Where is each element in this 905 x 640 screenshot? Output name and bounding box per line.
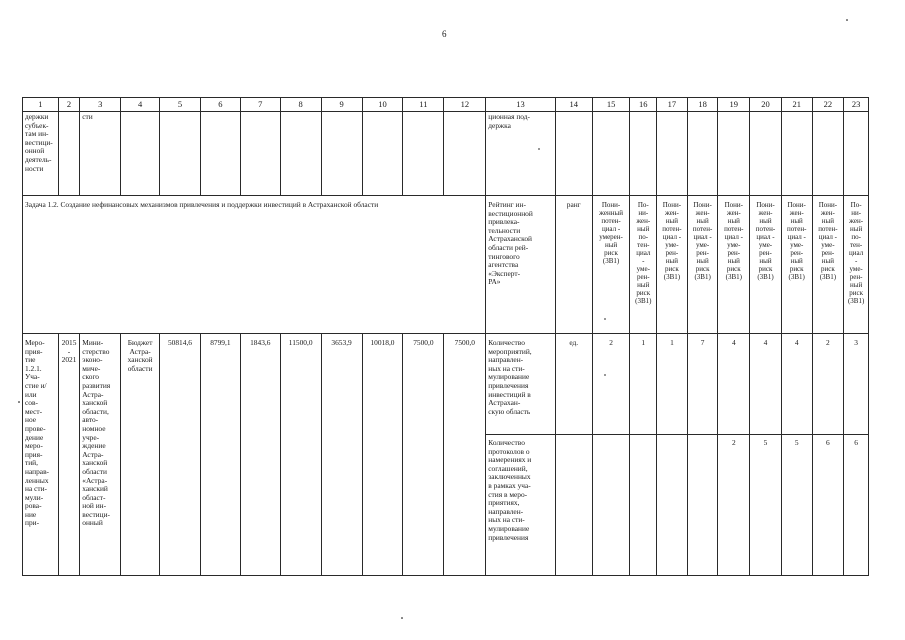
scan-speck: [538, 148, 540, 150]
cell-unit: ранг: [555, 196, 592, 334]
column-number: 3: [80, 98, 121, 112]
column-number: 23: [844, 98, 869, 112]
column-number: 14: [555, 98, 592, 112]
task-title: Задача 1.2. Создание нефинансовых механизмов привлечения и поддержки инвестиций в Астраханской области: [23, 196, 486, 334]
cell-empty: [403, 112, 444, 196]
cell-value: 4: [750, 334, 782, 435]
cell-empty: [812, 112, 844, 196]
column-number: 22: [812, 98, 844, 112]
cell-amount: 50814,6: [160, 334, 201, 576]
page-number: 6: [442, 29, 447, 39]
cell-risk-rating: Пони- жен- ный потен- циал - уме- рен- ный риск (3В1): [718, 196, 750, 334]
column-number: 10: [362, 98, 403, 112]
cell-value: 1: [657, 334, 688, 435]
cell-value: 4: [718, 334, 750, 435]
cell-empty: [781, 112, 812, 196]
cell-empty: [321, 112, 362, 196]
cell-empty: [687, 112, 718, 196]
cell-value: 5: [781, 435, 812, 576]
continuation-row: [23, 112, 869, 196]
column-number: 6: [200, 98, 240, 112]
cell-empty: [121, 112, 160, 196]
header-row: [23, 98, 869, 112]
cell-value: 2: [718, 435, 750, 576]
cell-empty: [200, 112, 240, 196]
cell-empty: [718, 112, 750, 196]
scan-speck: [401, 617, 403, 619]
cell-amount: 7500,0: [444, 334, 486, 576]
cell-empty: [750, 112, 782, 196]
cell-risk-rating: Пони- жен- ный потен- циал - уме- рен- ный риск (3В1): [750, 196, 782, 334]
cell-empty: [240, 112, 280, 196]
cell-indicator: Рейтинг ин- вестиционной привлека- тельности Астраханской области рей- тингового агентства «Эксперт- РА»: [486, 196, 556, 334]
cell-unit: [555, 435, 592, 576]
column-number: 1: [23, 98, 59, 112]
column-number: 16: [630, 98, 657, 112]
cell-risk-rating: По- ни- жен- ный по- тен- циал - уме- рен- ный риск (3В1): [630, 196, 657, 334]
cell-period: 2015 - 2021: [58, 334, 79, 576]
column-number: 17: [657, 98, 688, 112]
cell-empty: [362, 112, 403, 196]
cell-empty: [592, 112, 630, 196]
column-number: 5: [160, 98, 201, 112]
cell-risk-rating: Пони- жен- ный потен- циал - уме- рен- ный риск (3В1): [812, 196, 844, 334]
cell-amount: 10018,0: [362, 334, 403, 576]
column-number: 19: [718, 98, 750, 112]
cell-value: 4: [781, 334, 812, 435]
column-number: 18: [687, 98, 718, 112]
column-number: 9: [321, 98, 362, 112]
cell-value: [687, 435, 718, 576]
scan-speck: [18, 401, 20, 403]
cell-value: 3: [844, 334, 869, 435]
cell-risk-rating: Пони- жен- ный потен- циал - уме- рен- ный риск (3В1): [781, 196, 812, 334]
cell-event-name: Меро- прия- тие 1.2.1. Уча- стие и/ или сов- мест- ное прове- дение меро- прия- тий, направ- ленных на сти- мули- рова- ние при-: [23, 334, 59, 576]
cell-indicator: Количество протоколов о намерениях и соглашений, заключенных в рамках уча- стия в меро- приятиях, направлен- ных на сти- мулирование привлечения: [486, 435, 556, 576]
scan-speck: [846, 19, 848, 21]
cell-empty: [555, 112, 592, 196]
cell-value: [657, 435, 688, 576]
cell-empty: [444, 112, 486, 196]
cell-risk-rating: Пони- женный потен- циал - умерен- ный риск (3В1): [592, 196, 630, 334]
column-number: 8: [280, 98, 321, 112]
column-number: 12: [444, 98, 486, 112]
column-number: 2: [58, 98, 79, 112]
cell-amount: 11500,0: [280, 334, 321, 576]
scan-speck: [604, 318, 606, 320]
task-row: [23, 196, 869, 334]
column-number: 11: [403, 98, 444, 112]
cell-indicator-continued: ционная под- держка: [486, 112, 556, 196]
cell-executor-continued: сти: [80, 112, 121, 196]
cell-value: 7: [687, 334, 718, 435]
cell-risk-rating: Пони- жен- ный потен- циал - уме- рен- ный риск (3В1): [657, 196, 688, 334]
cell-value: 2: [812, 334, 844, 435]
cell-value: 6: [812, 435, 844, 576]
cell-value: [630, 435, 657, 576]
cell-empty: [630, 112, 657, 196]
column-number: 20: [750, 98, 782, 112]
event-row: [23, 334, 869, 435]
cell-empty: [844, 112, 869, 196]
cell-value: 2: [592, 334, 630, 435]
column-number: 7: [240, 98, 280, 112]
cell-executor-continued: держки субъек- там ин- вестици- онной деятель- ности: [23, 112, 59, 196]
cell-amount: 3653,9: [321, 334, 362, 576]
cell-amount: 1843,6: [240, 334, 280, 576]
cell-value: [592, 435, 630, 576]
column-number: 15: [592, 98, 630, 112]
cell-funding-source: Бюджет Астра- ханской области: [121, 334, 160, 576]
cell-empty: [58, 112, 79, 196]
cell-empty: [657, 112, 688, 196]
cell-amount: 8799,1: [200, 334, 240, 576]
program-table: [22, 97, 869, 576]
cell-empty: [280, 112, 321, 196]
cell-executor: Мини- стерство эконо- миче- ского развития Астра- ханской области, авто- номное учре- ждение Астра- ханской области «Астра- ханский област- ной ин- вестици- онный: [80, 334, 121, 576]
cell-risk-rating: По- ни- жен- ный по- тен- циал - уме- рен- ный риск (3В1): [844, 196, 869, 334]
cell-value: 5: [750, 435, 782, 576]
cell-indicator: Количество мероприятий, направлен- ных на сти- мулирование привлечения инвестиций в Астрахан- скую область: [486, 334, 556, 435]
column-number: 4: [121, 98, 160, 112]
cell-value: 6: [844, 435, 869, 576]
cell-risk-rating: Пони- жен- ный потен- циал - уме- рен- ный риск (3В1): [687, 196, 718, 334]
cell-amount: 7500,0: [403, 334, 444, 576]
column-number: 13: [486, 98, 556, 112]
cell-empty: [160, 112, 201, 196]
cell-value: 1: [630, 334, 657, 435]
cell-unit: ед.: [555, 334, 592, 435]
scan-speck: [604, 374, 606, 376]
column-number: 21: [781, 98, 812, 112]
